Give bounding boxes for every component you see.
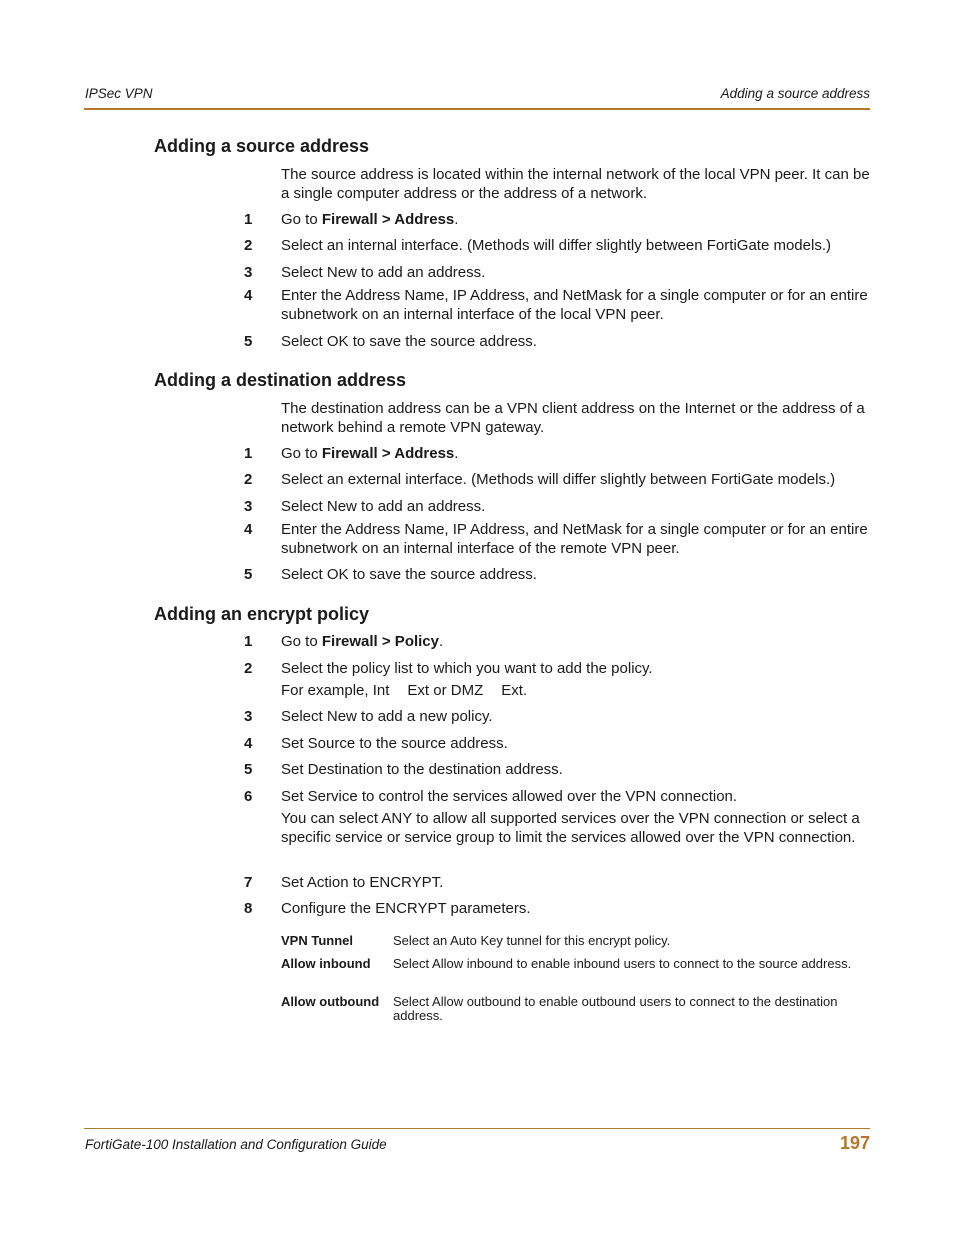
step-number: 3 <box>244 264 253 281</box>
step-number: 5 <box>244 566 253 583</box>
step-text: Set Service to control the services allowed over the VPN connection. <box>281 788 738 805</box>
step-text: Set Source to the source address. <box>281 735 508 752</box>
param-label: VPN Tunnel <box>281 933 353 948</box>
header-section: Adding a source address <box>720 86 870 101</box>
footer-guide-title: FortiGate-100 Installation and Configuration Guide <box>85 1137 387 1152</box>
header-rule <box>84 108 870 110</box>
step-number: 1 <box>244 633 253 650</box>
step-number: 3 <box>244 498 253 515</box>
step-text: Set Destination to the destination address. <box>281 761 563 778</box>
step-text: Go to Firewall > Address. <box>281 445 459 462</box>
step-text: Configure the ENCRYPT parameters. <box>281 900 531 917</box>
step-number: 5 <box>244 333 253 350</box>
param-description: Select Allow outbound to enable outbound users to connect to the destination address. <box>393 994 838 1023</box>
param-label: Allow outbound <box>281 994 380 1009</box>
step-text: Select New to add an address. <box>281 264 486 281</box>
step-number: 8 <box>244 900 253 917</box>
step-number: 1 <box>244 445 253 462</box>
step-text: Select OK to save the source address. <box>281 566 537 583</box>
step-text: Select an internal interface. (Methods will differ slightly between FortiGate models.) <box>281 237 831 254</box>
step-number: 4 <box>244 735 253 752</box>
step-text: Select the policy list to which you want to add the policy. <box>281 660 653 677</box>
step-note: You can select ANY to allow all supported services over the VPN connection or select a specific service or service group to limit the services allowed over the VPN connection. <box>281 810 860 846</box>
section-title-source: Adding a source address <box>154 136 370 156</box>
page-number: 197 <box>839 1133 870 1153</box>
step-text: Go to Firewall > Policy. <box>281 633 444 650</box>
step-number: 4 <box>244 521 253 538</box>
step-number: 7 <box>244 874 253 891</box>
step-number: 3 <box>244 708 253 725</box>
section-title-destination: Adding a destination address <box>154 370 407 390</box>
step-text: Set Action to ENCRYPT. <box>281 874 444 891</box>
footer-rule <box>84 1128 870 1129</box>
section-title-policy: Adding an encrypt policy <box>154 604 370 624</box>
step-number: 2 <box>244 660 253 677</box>
step-text: Select New to add an address. <box>281 498 486 515</box>
step-number: 2 <box>244 471 253 488</box>
step-text: Select OK to save the source address. <box>281 333 537 350</box>
step-number: 6 <box>244 788 253 805</box>
section-intro-source: The source address is located within the internal network of the local VPN peer. It can be a single computer address or the address of a network. <box>281 166 870 202</box>
step-example: For example, Int Ext or DMZ Ext. <box>281 682 528 699</box>
step-text: Enter the Address Name, IP Address, and NetMask for a single computer or for an entire subnetwork on an internal interface of the remote VPN peer. <box>281 521 868 557</box>
step-text: Select an external interface. (Methods will differ slightly between FortiGate models.) <box>281 471 836 488</box>
step-number: 4 <box>244 287 253 304</box>
step-text: Select New to add a new policy. <box>281 708 493 725</box>
param-description: Select Allow inbound to enable inbound users to connect to the source address. <box>393 956 852 971</box>
step-number: 1 <box>244 211 253 228</box>
section-intro-destination: The destination address can be a VPN client address on the Internet or the address of a network behind a remote VPN gateway. <box>281 400 865 436</box>
step-number: 5 <box>244 761 253 778</box>
step-text: Enter the Address Name, IP Address, and NetMask for a single computer or for an entire subnetwork on an internal interface of the local VPN peer. <box>281 287 868 323</box>
param-description: Select an Auto Key tunnel for this encrypt policy. <box>393 933 671 948</box>
header-chapter: IPSec VPN <box>85 86 153 101</box>
param-label: Allow inbound <box>281 956 371 971</box>
step-text: Go to Firewall > Address. <box>281 211 459 228</box>
step-number: 2 <box>244 237 253 254</box>
